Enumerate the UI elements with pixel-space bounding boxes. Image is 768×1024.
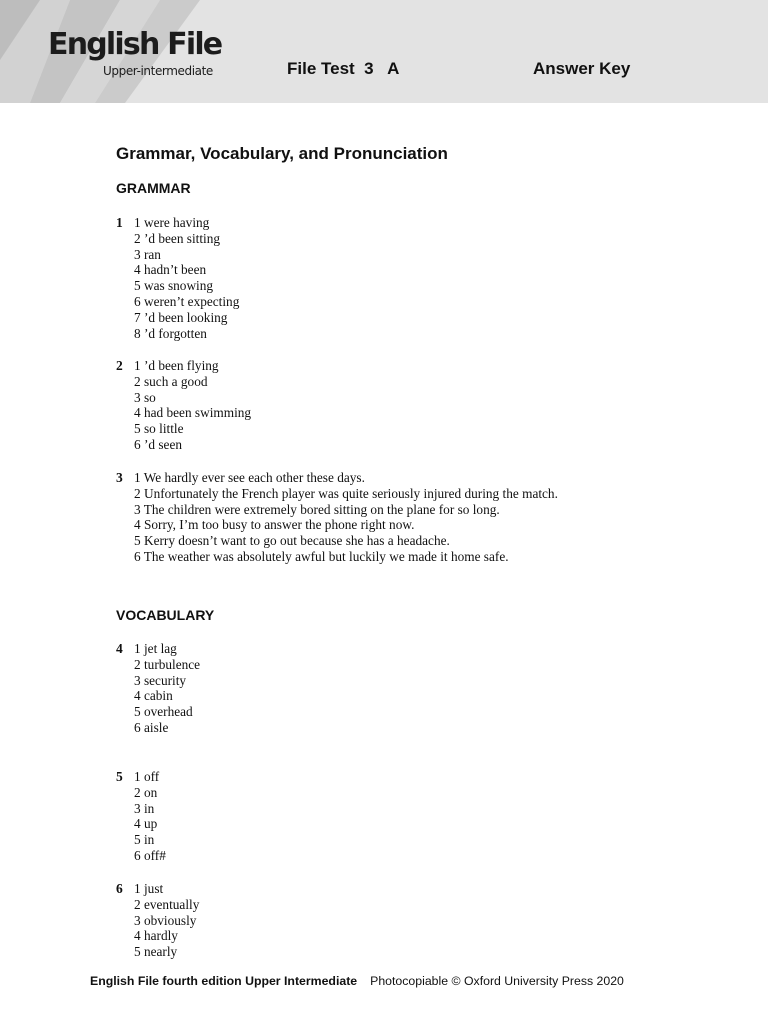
answer-item: 2 turbulence bbox=[134, 656, 201, 672]
exercise-number: 4 bbox=[116, 641, 123, 656]
answer-item: 2 ’d been sitting bbox=[134, 230, 221, 246]
answer-item: 4 hardly bbox=[134, 928, 178, 944]
answer-key-label: Answer Key bbox=[533, 59, 631, 78]
exercise-3 bbox=[116, 470, 558, 565]
answer-item: 6 weren’t expecting bbox=[134, 293, 240, 309]
answer-item: 1 ’d been flying bbox=[134, 358, 219, 373]
answer-item: 6 off# bbox=[134, 847, 166, 863]
exercise-number: 1 bbox=[116, 215, 123, 230]
test-label: File Test 3 A bbox=[287, 59, 400, 78]
exercise-4 bbox=[116, 641, 200, 736]
answer-item: 4 Sorry, I’m too busy to answer the phone right now. bbox=[134, 517, 415, 533]
logo-title: English File bbox=[48, 27, 222, 62]
answer-item: 2 on bbox=[134, 784, 158, 800]
answer-item: 4 had been swimming bbox=[134, 405, 252, 421]
answer-item: 6 aisle bbox=[134, 719, 169, 735]
answer-item: 5 nearly bbox=[134, 944, 178, 960]
answer-item: 2 such a good bbox=[134, 373, 208, 389]
answer-item: 2 Unfortunately the French player was quite seriously injured during the match. bbox=[134, 485, 558, 501]
answer-item: 3 so bbox=[134, 389, 156, 405]
answer-list bbox=[116, 215, 239, 341]
exercise-number: 3 bbox=[116, 470, 123, 485]
exercise-6 bbox=[116, 881, 199, 960]
logo-subtitle: Upper-intermediate bbox=[103, 64, 213, 78]
answer-list bbox=[116, 881, 199, 960]
answer-item: 5 so little bbox=[134, 421, 184, 437]
answer-item: 1 just bbox=[134, 881, 164, 896]
answer-item: 3 in bbox=[134, 800, 155, 816]
answer-item: 3 The children were extremely bored sitting on the plane for so long. bbox=[134, 501, 500, 517]
section-title: Grammar, Vocabulary, and Pronunciation bbox=[116, 144, 448, 163]
footer-book-title: English File fourth edition Upper Intermediate bbox=[90, 974, 358, 988]
answer-item: 5 was snowing bbox=[134, 278, 214, 294]
vocabulary-heading: VOCABULARY bbox=[116, 607, 215, 623]
answer-list bbox=[116, 470, 558, 565]
answer-item: 8 ’d forgotten bbox=[134, 325, 207, 341]
grammar-heading: GRAMMAR bbox=[116, 180, 191, 196]
answer-item: 3 obviously bbox=[134, 912, 197, 928]
exercise-number: 5 bbox=[116, 769, 123, 784]
answer-item: 4 up bbox=[134, 816, 158, 832]
page-footer bbox=[90, 975, 624, 987]
answer-item: 7 ’d been looking bbox=[134, 309, 228, 325]
answer-list bbox=[116, 641, 200, 736]
answer-item: 2 eventually bbox=[134, 896, 200, 912]
answer-item: 1 jet lag bbox=[134, 641, 177, 656]
answer-item: 6 The weather was absolutely awful but luckily we made it home safe. bbox=[134, 548, 509, 564]
exercise-number: 2 bbox=[116, 358, 123, 373]
exercise-1 bbox=[116, 215, 239, 341]
page-header bbox=[0, 0, 768, 103]
answer-item: 1 off bbox=[134, 769, 160, 784]
answer-item: 5 overhead bbox=[134, 704, 193, 720]
footer-copyright: Photocopiable © Oxford University Press 2020 bbox=[370, 974, 624, 988]
answer-item: 1 were having bbox=[134, 215, 210, 230]
answer-item: 4 hadn’t been bbox=[134, 262, 207, 278]
answer-item: 5 in bbox=[134, 832, 155, 848]
exercise-5 bbox=[116, 769, 166, 864]
exercise-2 bbox=[116, 358, 251, 453]
answer-item: 3 ran bbox=[134, 246, 161, 262]
answer-item: 4 cabin bbox=[134, 688, 173, 704]
answer-item: 3 security bbox=[134, 672, 187, 688]
answer-item: 1 We hardly ever see each other these days. bbox=[134, 470, 365, 485]
answer-item: 6 ’d seen bbox=[134, 436, 182, 452]
exercise-number: 6 bbox=[116, 881, 123, 896]
answer-list bbox=[116, 358, 251, 453]
answer-item: 5 Kerry doesn’t want to go out because she has a headache. bbox=[134, 533, 450, 549]
answer-list bbox=[116, 769, 166, 864]
